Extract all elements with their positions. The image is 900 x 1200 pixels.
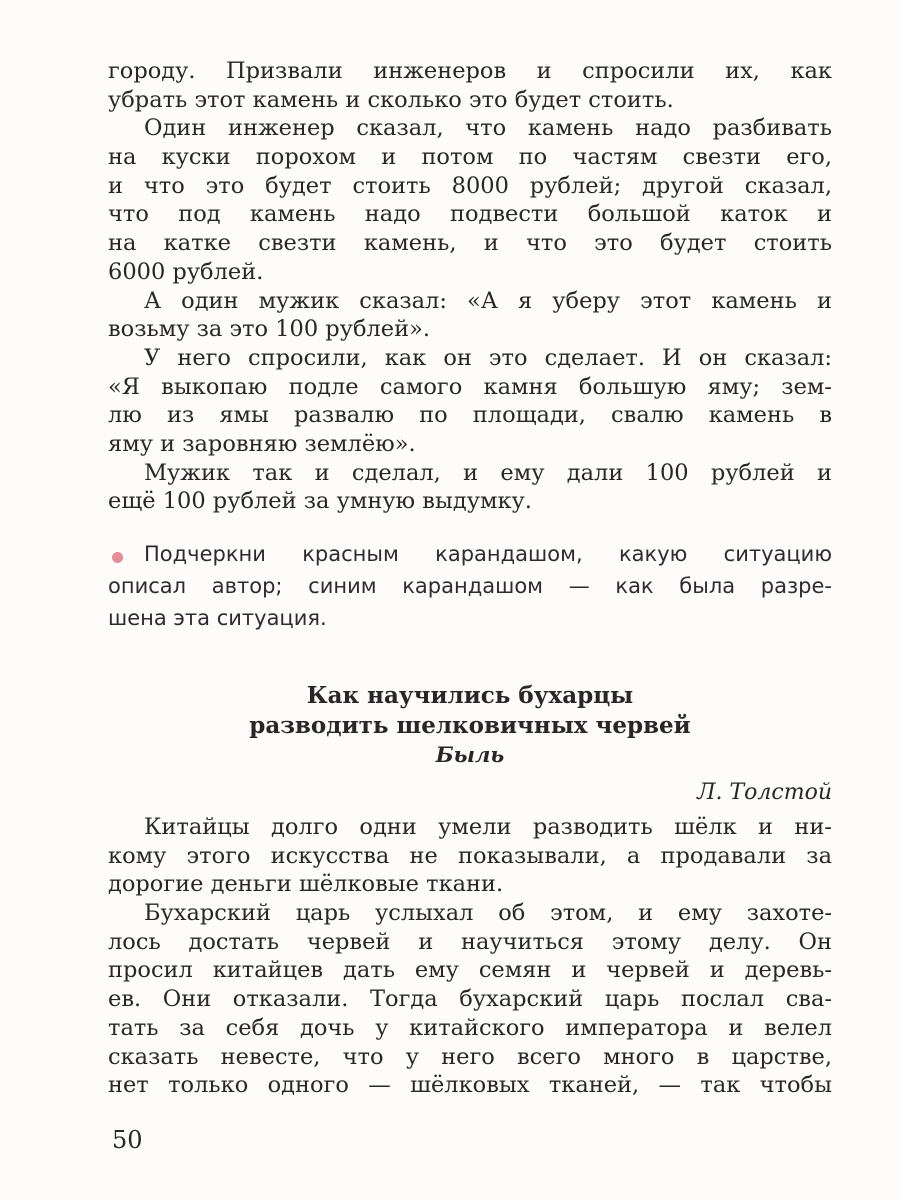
text-line: на катке свезти камень, и что это будет стоить bbox=[108, 230, 832, 257]
text-line: просил китайцев дать ему семян и червей и деревь- bbox=[108, 957, 832, 984]
story-text-main bbox=[108, 813, 832, 1100]
story-title-line-2: разводить шелковичных червей bbox=[249, 712, 691, 739]
task-line: шена эта ситуация. bbox=[108, 606, 327, 630]
text-line: ещё 100 рублей за умную выдумку. bbox=[108, 488, 532, 515]
text-line: Китайцы долго одни умели разводить шёлк и ни- bbox=[144, 814, 832, 840]
text-line: тать за себя дочь у китайского императора и велел bbox=[108, 1014, 832, 1041]
text-line: 6000 рублей. bbox=[108, 258, 264, 285]
text-line: убрать этот камень и сколько это будет стоить. bbox=[108, 86, 674, 113]
story-text-top bbox=[108, 57, 832, 516]
text-line: Бухарский царь услыхал об этом, и ему захоте- bbox=[144, 900, 832, 927]
text-line: Мужик так и сделал, и ему дали 100 рублей и bbox=[144, 459, 832, 486]
text-line: лю из ямы развалю по площади, свалю камень в bbox=[108, 402, 832, 429]
text-line: У него спросили, как он это сделает. И он сказал: bbox=[144, 344, 832, 371]
story-title-line-1: Как научились бухарцы bbox=[306, 682, 634, 709]
page-number: 50 bbox=[112, 1126, 143, 1154]
text-line: А один мужик сказал: «А я уберу этот камень и bbox=[144, 287, 832, 314]
text-line: и что это будет стоить 8000 рублей; другой сказал, bbox=[108, 172, 832, 199]
text-line: городу. Призвали инженеров и спросили их, как bbox=[108, 58, 832, 84]
text-line: лось достать червей и научиться этому делу. Он bbox=[108, 928, 832, 955]
text-line: возьму за это 100 рублей». bbox=[108, 316, 431, 343]
text-line: ев. Они отказали. Тогда бухарский царь послал сва- bbox=[108, 986, 832, 1013]
text-line: что под камень надо подвести большой каток и bbox=[108, 201, 832, 228]
story-author: Л. Толстой bbox=[697, 780, 832, 805]
task-instruction bbox=[108, 538, 832, 634]
text-line: Один инженер сказал, что камень надо разбивать bbox=[144, 115, 832, 142]
text-line: дорогие деньги шёлковые ткани. bbox=[108, 871, 504, 898]
story-genre: Быль bbox=[435, 742, 505, 767]
task-line: описал автор; синим карандашом — как была разре- bbox=[108, 574, 832, 598]
text-line: «Я выкопаю подле самого камня большую яму; зем- bbox=[108, 373, 832, 400]
task-line: Подчеркни красным карандашом, какую ситуацию bbox=[144, 542, 832, 566]
text-line: яму и заровняю землёю». bbox=[108, 430, 416, 457]
text-line: сказать невесте, что у него всего много в царстве, bbox=[108, 1043, 832, 1070]
text-line: нет только одного — шёлковых тканей, — так чтобы bbox=[108, 1072, 832, 1099]
text-line: кому этого искусства не показывали, а продавали за bbox=[108, 842, 832, 869]
text-line: на куски порохом и потом по частям свезти его, bbox=[108, 144, 832, 171]
